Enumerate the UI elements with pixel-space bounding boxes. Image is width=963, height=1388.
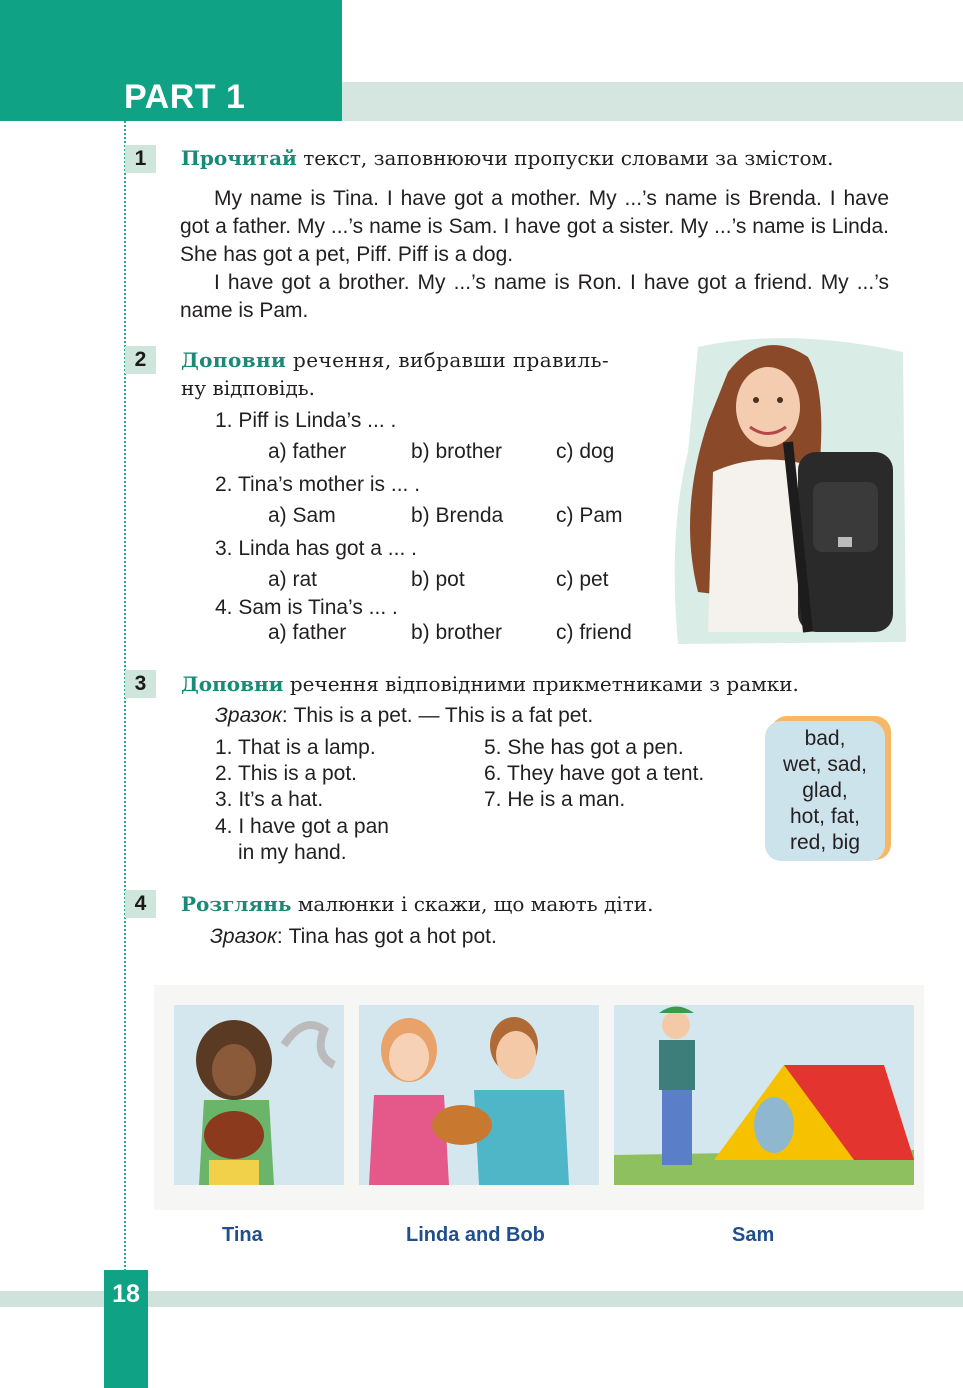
exercise-4-example-label: Зразок (210, 925, 277, 948)
word-box-line-1: bad, (804, 727, 846, 750)
exercise-2-number: 2 (125, 346, 156, 374)
exercise-4-example-text: : Tina has got a hot pot. (276, 925, 497, 948)
exercise-2-instruction-text: речення, вибравши правиль- (286, 348, 610, 372)
word-box-line-2: wet, sad, (782, 753, 868, 776)
exercise-3-instruction-text: речення відповідними прикметниками з рамки. (283, 672, 799, 696)
word-box-line-3: glad, (802, 779, 848, 802)
caption-sam: Sam (732, 1224, 775, 1246)
page-number: 18 (112, 1280, 140, 1308)
exercise-3-item-7: 7. He is a man. (484, 788, 626, 811)
exercise-3-number: 3 (125, 670, 156, 698)
exercise-3-instruction (181, 672, 799, 696)
exercise-1-instruction (181, 146, 833, 170)
exercise-2-q3-option-c: c) pet (556, 568, 609, 591)
exercise-3-instruction-verb: Доповни (181, 672, 284, 696)
exercise-2-instruction-line-2: ну відповідь. (181, 376, 316, 400)
exercise-2-q2-option-c: c) Pam (556, 504, 623, 527)
exercise-3-item-4: 4. I have got a pan (215, 815, 389, 838)
exercise-3-item-4-continued: in my hand. (238, 841, 347, 864)
exercise-2-question-2: 2. Tina’s mother is ... . (215, 473, 421, 496)
exercise-3-item-3: 3. It’s a hat. (215, 788, 324, 811)
exercise-1-paragraph-1: My name is Tina. I have got a mother. My ...’s name is Brenda. I have got a father. My ...’s name is Sam. I have got a sister. My ...’s name is Linda. She has got a pet, Piff. Piff is a dog. (180, 187, 889, 266)
exercise-2-q4-option-b: b) brother (411, 621, 503, 644)
girl-with-backpack-photo (668, 332, 908, 644)
exercise-2-q1-option-b: b) brother (411, 440, 503, 463)
exercise-2-q3-option-b: b) pot (411, 568, 465, 591)
exercise-3-example (215, 702, 593, 730)
exercise-2-question-1: 1. Piff is Linda’s ... . (215, 409, 397, 432)
word-box-line-4: hot, fat, (789, 805, 861, 828)
exercise-2-instruction-verb: Доповни (181, 348, 287, 372)
exercise-2-q1-option-a: a) father (268, 440, 347, 463)
exercise-3-item-1: 1. That is a lamp. (215, 736, 376, 759)
exercise-4-example (210, 923, 497, 951)
exercise-3-item-6: 6. They have got a tent. (484, 762, 705, 785)
exercise-2-instruction-line-1 (181, 348, 609, 372)
exercise-2-q4-option-a: a) father (268, 621, 347, 644)
exercise-1-instruction-verb: Прочитай (181, 146, 297, 170)
exercise-1-paragraph-2: I have got a brother. My ...’s name is Ron. I have got a friend. My ...’s name is Pam. (180, 271, 889, 322)
exercise-1-number: 1 (125, 145, 156, 173)
exercise-3-item-2: 2. This is a pot. (215, 762, 358, 785)
caption-linda-and-bob: Linda and Bob (406, 1224, 545, 1246)
margin-dotted-line (124, 121, 126, 1287)
exercise-4-instruction-text: малюнки і скажи, що мають діти. (291, 892, 654, 916)
caption-tina: Tina (222, 1224, 263, 1246)
exercise-4-number: 4 (125, 890, 156, 918)
exercise-2-question-3: 3. Linda has got a ... . (215, 537, 417, 560)
header-light-band (342, 82, 963, 121)
exercise-2-q4-option-c: c) friend (556, 621, 632, 644)
exercise-2-question-4: 4. Sam is Tina’s ... . (215, 596, 398, 619)
adjective-word-box (765, 721, 885, 861)
exercise-3-item-5: 5. She has got a pen. (484, 736, 684, 759)
exercise-3-example-label: Зразок (215, 704, 282, 727)
exercise-3-example-text: : This is a pet. — This is a fat pet. (281, 704, 594, 727)
exercise-2-q1-option-c: c) dog (556, 440, 615, 463)
exercise-2-q2-option-a: a) Sam (268, 504, 336, 527)
part-title: PART 1 (124, 78, 246, 116)
word-box-line-5: red, big (789, 831, 861, 854)
exercise-2-q3-option-a: a) rat (268, 568, 318, 591)
exercise-4-instruction (181, 892, 653, 916)
children-illustrations (154, 985, 924, 1210)
exercise-1-instruction-text: текст, заповнюючи пропуски словами за змістом. (296, 146, 834, 170)
exercise-2-q2-option-b: b) Brenda (411, 504, 504, 527)
exercise-4-instruction-verb: Розглянь (181, 892, 292, 916)
